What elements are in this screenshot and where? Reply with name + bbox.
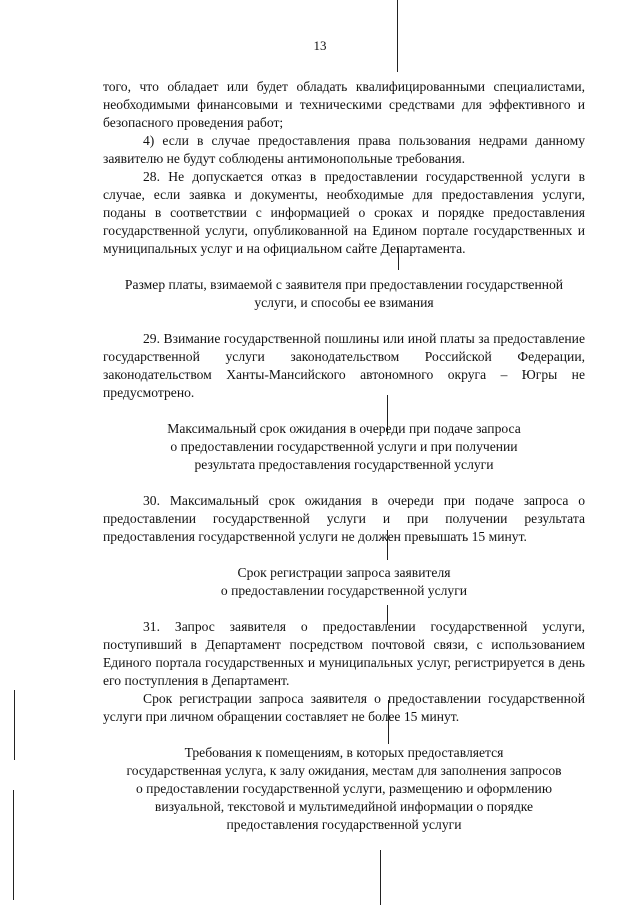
heading-line: услуги, и способы ее взимания [254,295,434,310]
paragraph-30: 30. Максимальный срок ожидания в очереди при подаче запроса о предоставлении государственной услуги и при получении результата предоставления государственной услуги не должен превышать 15 минут. [103,493,585,544]
paragraph-28: 28. Не допускается отказ в предоставлении государственной услуги в случае, если заявка и документы, необходимые для предоставления услуги, поданы в соответствии с информацией о сроках и порядке предоставления государственной услуги, опубликованной на Едином портале государственных и муниципальных услуг и на официальном сайте Департамента. [103,169,585,256]
heading-line: Срок регистрации запроса заявителя [237,565,451,580]
scan-artifact-line-left-2 [13,790,14,900]
document-body [103,78,585,834]
heading-line: государственная услуга, к залу ожидания, местам для заполнения запросов [126,763,562,778]
scan-artifact-line-bottom [380,850,381,905]
heading-line: визуальной, текстовой и мультимедийной информации о порядке [154,799,534,814]
heading-line: предоставления государственной услуги [226,817,462,832]
heading-line: Требования к помещениям, в которых предоставляется [184,745,504,760]
scan-artifact-line-top [397,0,398,72]
paragraph-29: 29. Взимание государственной пошлины или иной платы за предоставление государственной услуги законодательством Российской Федерации, законодательством Ханты-Мансийского автономного округа – Югры не предусмотрено. [103,331,585,400]
paragraph-continuation: того, что обладает или будет обладать квалифицированными специалистами, необходимыми финансовыми и техническими средствами для эффективного и безопасного проведения работ; [103,79,585,130]
section-heading-fee [103,276,585,312]
section-heading-premises [103,744,585,834]
heading-line: результата предоставления государственной услуги [194,457,494,472]
paragraph-31: 31. Запрос заявителя о предоставлении государственной услуги, поступивший в Департамент посредством почтовой связи, с использованием Единого портала государственных и муниципальных услуг, регистрируется в день его поступления в Департамент. [103,619,585,688]
page-number: 13 [313,38,327,53]
heading-line: о предоставлении государственной услуги, размещению и оформлению [135,781,552,796]
paragraph-item-4: 4) если в случае предоставления права пользования недрами данному заявителю не будут соблюдены антимонопольные требования. [103,133,585,166]
heading-line: Размер платы, взимаемой с заявителя при предоставлении государственной [124,277,564,292]
scan-artifact-line-left-1 [14,690,15,760]
heading-line: о предоставлении государственной услуги и при получении [170,439,518,454]
heading-line: Максимальный срок ожидания в очереди при подаче запроса [167,421,521,436]
section-heading-registration [103,564,585,600]
paragraph-31-registration-term: Срок регистрации запроса заявителя о предоставлении государственной услуги при личном обращении составляет не более 15 минут. [103,691,585,724]
heading-line: о предоставлении государственной услуги [220,583,468,598]
section-heading-queue-time [103,420,585,474]
